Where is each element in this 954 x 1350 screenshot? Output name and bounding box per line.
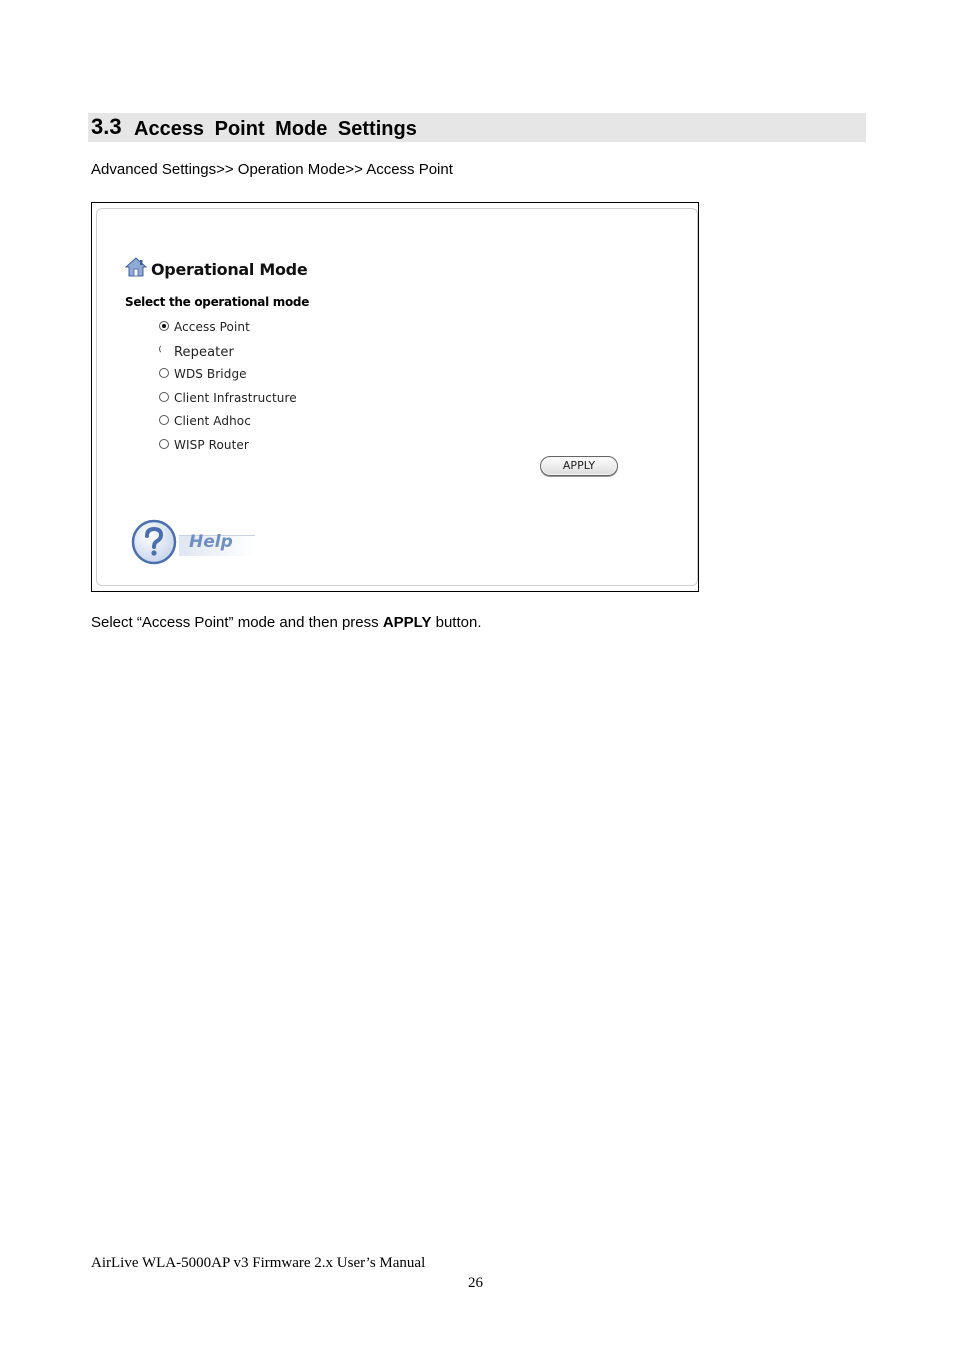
radio-wds-bridge[interactable] xyxy=(159,368,169,378)
apply-button[interactable]: APPLY xyxy=(540,456,618,476)
section-number: 3.3 xyxy=(91,114,122,139)
section-title: Access Point Mode Settings xyxy=(134,118,417,140)
radio-client-infrastructure[interactable] xyxy=(159,392,169,402)
radio-label: WDS Bridge xyxy=(174,367,247,381)
radio-client-adhoc[interactable] xyxy=(159,415,169,425)
question-icon xyxy=(131,519,177,565)
instruction-bold: APPLY xyxy=(382,614,432,631)
settings-panel xyxy=(96,208,698,586)
radio-label: Client Adhoc xyxy=(174,414,251,428)
radio-label: Access Point xyxy=(174,320,250,334)
radio-repeater[interactable] xyxy=(159,344,169,354)
section-heading xyxy=(88,113,866,142)
radio-label: Repeater xyxy=(174,345,234,360)
help-label: Help xyxy=(189,532,233,552)
radio-label: WISP Router xyxy=(174,438,249,452)
page-number: 26 xyxy=(468,1275,483,1291)
operational-mode-subtitle: Select the operational mode xyxy=(125,295,310,309)
radio-access-point[interactable] xyxy=(159,321,169,331)
home-icon xyxy=(125,257,147,277)
operational-mode-title: Operational Mode xyxy=(151,260,308,279)
breadcrumb: Advanced Settings>> Operation Mode>> Access Point xyxy=(91,161,453,178)
instruction-before: Select “Access Point” mode and then press xyxy=(91,614,383,631)
instruction-text xyxy=(91,614,482,631)
radio-wisp-router[interactable] xyxy=(159,439,169,449)
instruction-after: button. xyxy=(431,614,482,631)
footer-manual-title: AirLive WLA-5000AP v3 Firmware 2.x User’s Manual xyxy=(91,1255,426,1271)
radio-label: Client Infrastructure xyxy=(174,391,297,405)
help-link[interactable] xyxy=(131,519,261,569)
settings-screenshot xyxy=(91,202,699,592)
